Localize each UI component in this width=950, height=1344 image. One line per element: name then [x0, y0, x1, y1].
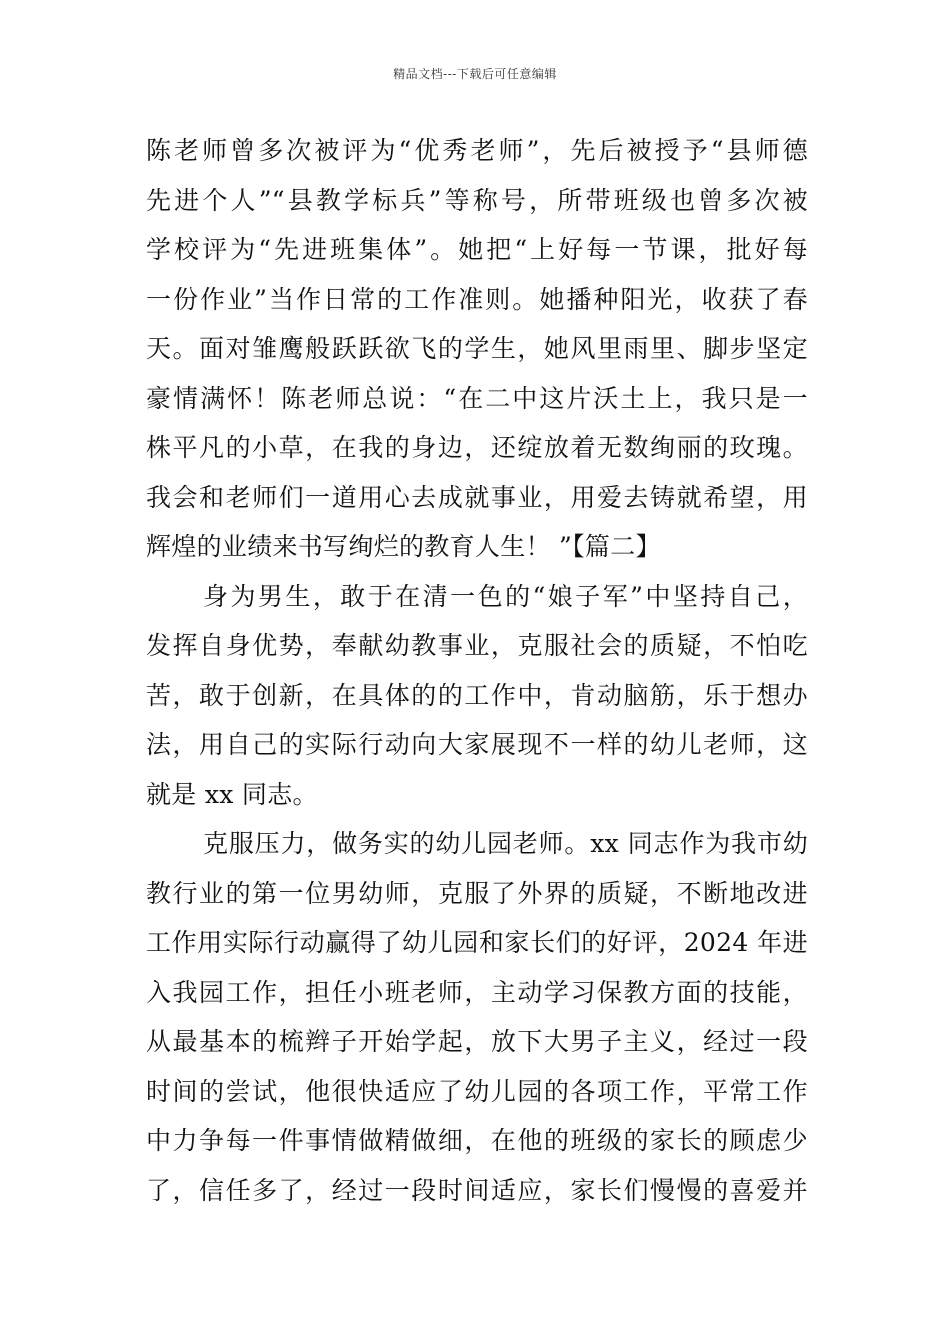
text-line: 时间的尝试，他很快适应了幼儿园的各项工作，平常工作 [146, 1076, 808, 1106]
text-line: 一份作业”当作日常的工作准则。她播种阳光，收获了春 [146, 284, 808, 314]
text-line: 学校评为“先进班集体”。她把“上好每一节课，批好每 [146, 235, 808, 264]
text-line: 豪情满怀！陈老师总说：“在二中这片沃土上，我只是一 [146, 383, 808, 413]
text-line: 天。面对雏鹰般跃跃欲飞的学生，她风里雨里、脚步坚定 [146, 334, 808, 363]
text-line: 陈老师曾多次被评为“优秀老师”，先后被授予“县师德 [146, 136, 808, 165]
text-line: 入我园工作，担任小班老师，主动学习保教方面的技能， [146, 977, 808, 1007]
text-line: 工作用实际行动赢得了幼儿园和家长们的好评，2024 年进 [146, 928, 808, 957]
text-line: 发挥自身优势，奉献幼教事业，克服社会的质疑，不怕吃 [146, 631, 808, 660]
text-line: 株平凡的小草，在我的身边，还绽放着无数绚丽的玫瑰。 [146, 433, 808, 462]
page-header: 精品文档---下载后可任意编辑 [393, 67, 557, 81]
text-line: 教行业的第一位男幼师，克服了外界的质疑，不断地改进 [146, 878, 808, 908]
text-line: 了，信任多了，经过一段时间适应，家长们慢慢的喜爱并 [146, 1175, 808, 1205]
document-body [146, 126, 808, 1215]
text-line: 先进个人”“县教学标兵”等称号，所带班级也曾多次被 [146, 185, 808, 215]
text-line: 身为男生，敢于在清一色的“娘子军”中坚持自己， [203, 581, 808, 611]
text-line: 我会和老师们一道用心去成就事业，用爱去铸就希望，用 [146, 482, 808, 512]
text-line: 中力争每一件事情做精做细，在他的班级的家长的顾虑少 [146, 1126, 808, 1155]
text-line: 辉煌的业绩来书写绚烂的教育人生！ ”【篇二】 [146, 532, 661, 561]
text-line: 就是 xx 同志。 [146, 779, 318, 809]
text-line: 克服压力，做务实的幼儿园老师。xx 同志作为我市幼 [203, 829, 808, 858]
text-line: 苦，敢于创新，在具体的的工作中，肯动脑筋，乐于想办 [146, 680, 808, 710]
text-line: 法，用自己的实际行动向大家展现不一样的幼儿老师，这 [146, 730, 808, 759]
text-line: 从最基本的梳辫子开始学起，放下大男子主义，经过一段 [146, 1027, 808, 1056]
